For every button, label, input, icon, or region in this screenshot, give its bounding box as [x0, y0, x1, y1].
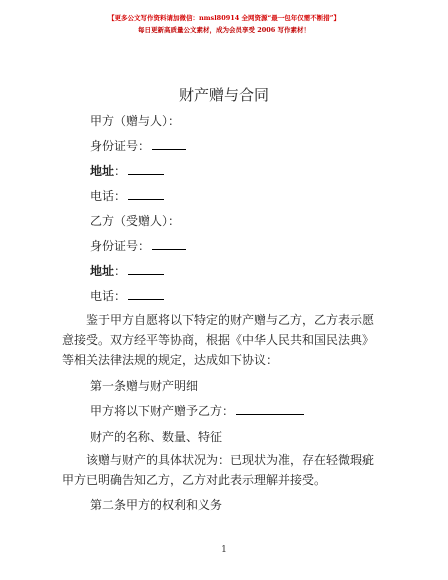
party-b-phone-row: [90, 287, 164, 304]
party-a-id-blank: [152, 148, 186, 150]
party-b-address-row: [90, 262, 164, 279]
party-a-heading: 甲方（赠与人）：: [90, 114, 181, 128]
party-b-address-sep: ：: [114, 264, 127, 278]
party-a-address-sep: ：: [114, 164, 127, 178]
party-a-address-blank: [128, 173, 164, 175]
party-a-phone-blank: [128, 198, 164, 200]
property-description: 财产的名称、数量、特征: [90, 430, 223, 444]
gift-line-row: [90, 402, 304, 419]
party-b-id-label: 身份证号：: [90, 239, 151, 253]
article-2-title: 第二条甲方的权利和义务: [90, 498, 223, 512]
condition-paragraph: 该赠与财产的具体状况为：已现状为准，存在轻微瑕疵甲方已明确告知乙方，乙方对此表示理解并接受。: [62, 453, 375, 487]
gift-line-blank: [236, 413, 304, 415]
intro-paragraph: 鉴于甲方自愿将以下特定的财产赠与乙方，乙方表示愿意接受。双方经平等协商，根据《中华人民共和国民法典》等相关法律法规的规定，达成如下协议：: [62, 313, 375, 367]
party-a-id-row: [90, 137, 186, 154]
party-a-address-label: 地址: [90, 164, 115, 178]
party-a-phone-row: [90, 187, 164, 204]
page-number: 1: [221, 545, 227, 555]
party-b-id-blank: [152, 248, 186, 250]
gift-line-label: 甲方将以下财产赠予乙方：: [90, 404, 235, 418]
document-title: 财产赠与合同: [178, 86, 269, 104]
party-b-address-blank: [128, 273, 164, 275]
party-b-address-label: 地址: [90, 264, 115, 278]
party-a-address-row: [90, 162, 164, 179]
party-a-id-label: 身份证号：: [90, 139, 151, 153]
promo-banner-line2: 每日更新高质量公文素材，成为会员享受 2006 写作素材！: [137, 26, 311, 34]
party-a-phone-label: 电话：: [90, 189, 127, 203]
promo-banner-line1: 【更多公文写作资料请加微信：nmsl80914 全网资源“最一包年仅需不断措”】: [107, 14, 341, 22]
party-b-id-row: [90, 237, 186, 254]
party-b-phone-blank: [128, 298, 164, 300]
party-b-phone-label: 电话：: [90, 289, 127, 303]
article-1-title: 第一条赠与财产明细: [90, 379, 199, 393]
party-b-heading: 乙方（受赠人）：: [90, 214, 181, 228]
